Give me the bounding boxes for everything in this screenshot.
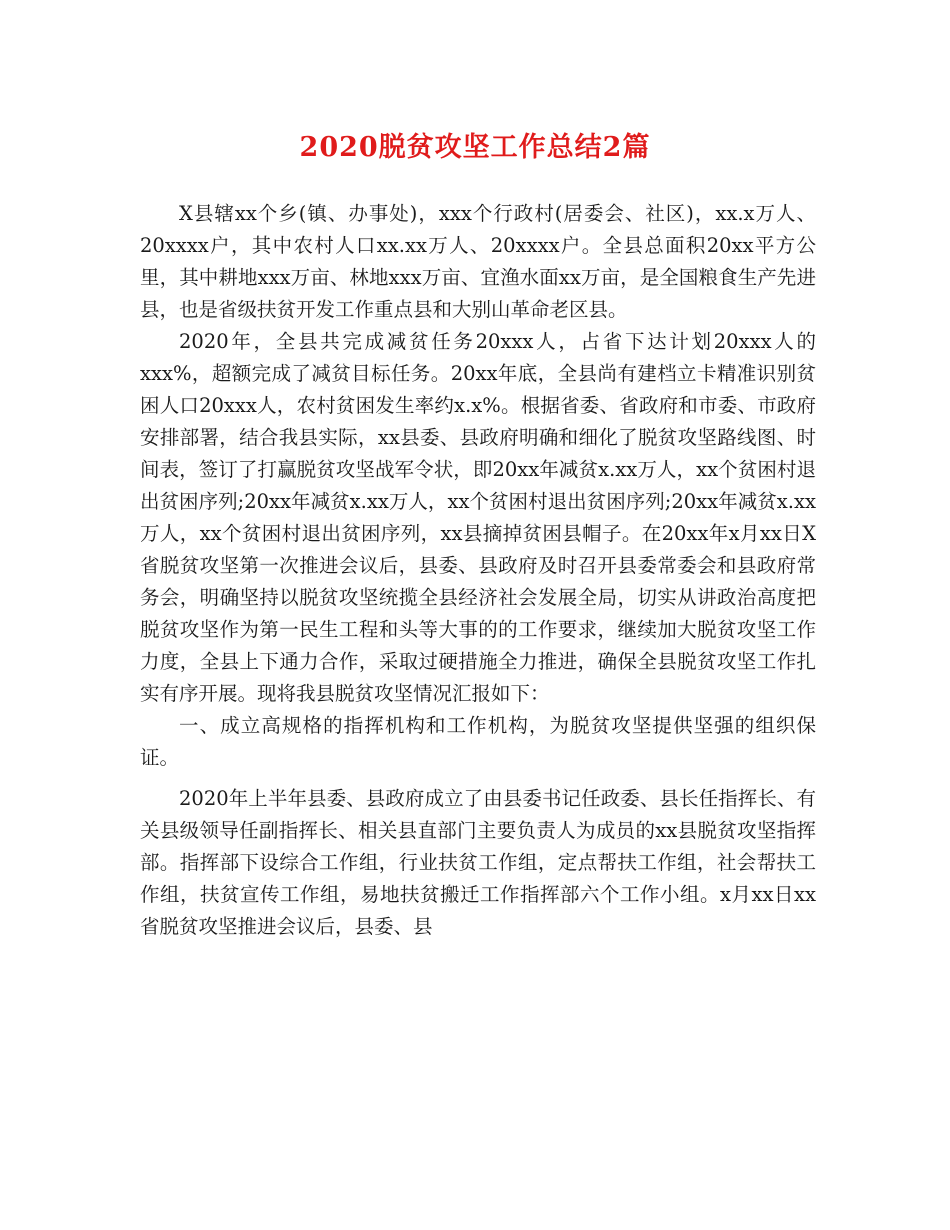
paragraph-county-overview: X县辖xx个乡(镇、办事处)，xxx个行政村(居委会、社区)，xx.x万人、20xxxx户，其中农村人口xx.xx万人、20xxxx户。全县总面积20xx平方公里，其中耕地xxx万亩、林地xxx万亩、宜渔水面xx万亩，是全国粮食生产先进县，也是省级扶贫开发工作重点县和大别山革命老区县。 (140, 202, 816, 321)
document-body (140, 198, 816, 943)
paragraph-command-structure: 2020年上半年县委、县政府成立了由县委书记任政委、县长任指挥长、有关县级领导任副指挥长、相关县直部门主要负责人为成员的xx县脱贫攻坚指挥部。指挥部下设综合工作组，行业扶贫工作组，定点帮扶工作组，社会帮扶工作组，扶贫宣传工作组，易地扶贫搬迁工作指挥部六个工作小组。x月xx日xx省脱贫攻坚推进会议后，县委、县 (140, 787, 816, 938)
paragraph-section-heading-one: 一、成立高规格的指挥机构和工作机构，为脱贫攻坚提供坚强的组织保证。 (140, 714, 816, 769)
paragraph-poverty-reduction: 2020年，全县共完成减贫任务20xxx人，占省下达计划20xxx人的xxx%，超额完成了减贫目标任务。20xx年底，全县尚有建档立卡精准识别贫困人口20xxx人，农村贫困发生率约x.x%。根据省委、省政府和市委、市政府安排部署，结合我县实际，xx县委、县政府明确和细化了脱贫攻坚路线图、时间表，签订了打赢脱贫攻坚战军令状，即20xx年减贫x.xx万人，xx个贫困村退出贫困序列;20xx年减贫x.xx万人，xx个贫困村退出贫困序列;20xx年减贫x.xx万人，xx个贫困村退出贫困序列，xx县摘掉贫困县帽子。在20xx年x月xx日X省脱贫攻坚第一次推进会议后，县委、县政府及时召开县委常委会和县政府常务会，明确坚持以脱贫攻坚统揽全县经济社会发展全局，切实从讲政治高度把脱贫攻坚作为第一民生工程和头等大事的的工作要求，继续加大脱贫攻坚工作力度，全县上下通力合作，采取过硬措施全力推进，确保全县脱贫攻坚工作扎实有序开展。现将我县脱贫攻坚情况汇报如下： (140, 330, 816, 705)
document-title: 2020脱贫攻坚工作总结2篇 (299, 132, 651, 163)
